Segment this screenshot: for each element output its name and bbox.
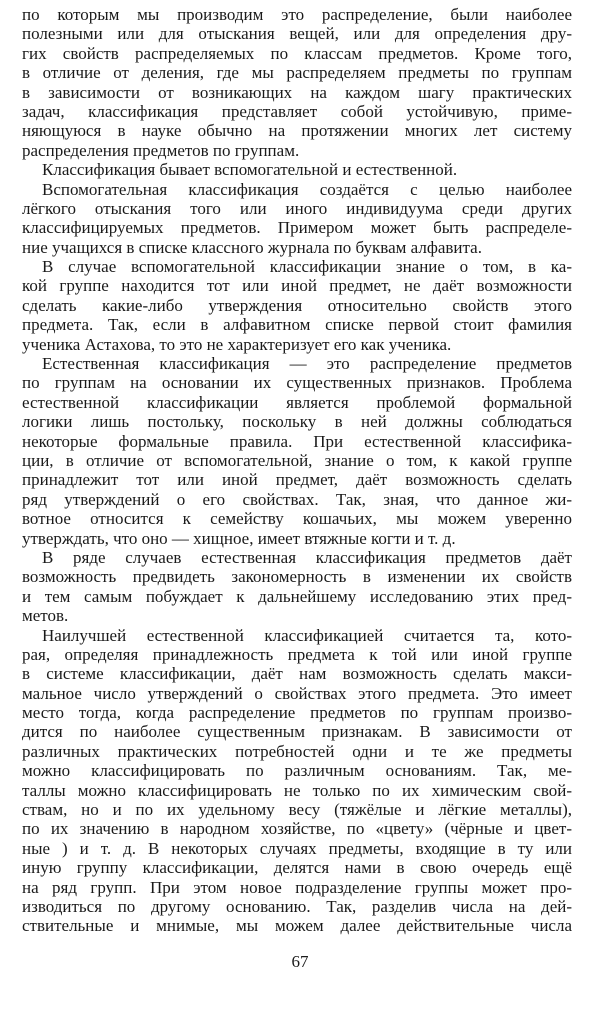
text-line: няющуюся в науке обычно на протяжении многих лет систему [22, 121, 572, 141]
text-line: различных практических потребностей одни и те же предметы [22, 741, 572, 761]
text-line: на ряд групп. При этом новое подразделение группы может про- [22, 877, 572, 897]
text-line: Естественная классификация — это распределение предметов [42, 354, 572, 374]
text-line: предмета. Так, если в алфавитном списке первой стоит фамилия [22, 315, 572, 335]
text-line: по которым мы производим это распределение, были наиболее [22, 5, 572, 24]
text-line: классифицируемых предметов. Примером может быть распределе- [22, 218, 572, 238]
text-line: лёгкого отыскания того или иного индивидуума среди других [22, 198, 572, 218]
text-line: таллы можно классифицировать не только по их химическим свой- [22, 780, 572, 800]
text-line: ряд утверждений о его свойствах. Так, зная, что данное жи- [22, 489, 572, 509]
text-line: рая, определяя принадлежность предмета к той или иной группе [22, 644, 572, 664]
text-line: в системе классификации, даёт нам возможность сделать макси- [22, 664, 572, 684]
text-line: место тогда, когда распределение предметов по группам произво- [22, 703, 572, 723]
text-line: иную группу классификации, делятся нами в свою очередь ещё [22, 858, 572, 878]
text-line: распределения предметов по группам. [22, 140, 300, 160]
text-line: возможность предвидеть закономерность в изменении их свойств [22, 567, 572, 587]
text-line: утверждать, что оно — хищное, имеет втяжные когти и т. д. [22, 528, 456, 548]
text-line: можно классифицировать по различным основаниям. Так, ме- [22, 761, 572, 781]
text-line: ные ) и т. д. В некоторых случаях предметы, входящие в ту или [22, 838, 572, 858]
text-line: гих свойств распределяемых по классам предметов. Кроме того, [22, 43, 572, 63]
text-line: ции, в отличие от вспомогательной, знание о том, к какой группе [22, 450, 572, 470]
text-line: вотное относится к семейству кошачьих, мы можем уверенно [22, 509, 572, 529]
text-line: ученика Астахова, то это не характеризует его как ученика. [22, 334, 452, 354]
text-line: логики лишь постольку, поскольку в ней должны соблюдаться [22, 412, 572, 432]
text-line: ствительные и мнимые, мы можем далее действительные числа [22, 916, 572, 936]
text-line: метов. [22, 606, 69, 626]
text-line: Вспомогательная классификация создаётся с целью наиболее [42, 179, 572, 199]
text-line: и тем самым побуждает к дальнейшему исследованию этих пред- [22, 586, 572, 606]
text-line: В случае вспомогательной классификации знание о том, в ка- [42, 257, 572, 277]
text-line: В ряде случаев естественная классификация предметов даёт [42, 547, 572, 567]
text-line: по группам на основании их существенных признаков. Проблема [22, 373, 572, 393]
text-line: в зависимости от возникающих на каждом шагу практических [22, 82, 572, 102]
text-line: ние учащихся в списке классного журнала по буквам алфавита. [22, 237, 482, 257]
text-line: в отличие от деления, где мы распределяем предметы по группам [22, 63, 572, 83]
text-line: мальное число утверждений о свойствах этого предмета. Это имеет [22, 683, 572, 703]
text-line: Наилучшей естественной классификацией считается та, кото- [42, 625, 572, 645]
text-line: задач, классификация представляет собой устойчивую, приме- [22, 101, 572, 121]
text-line: принадлежит тот или иной предмет, даёт возможность сделать [22, 470, 572, 490]
text-line: Классификация бывает вспомогательной и естественной. [42, 160, 458, 180]
text-line: по их значению в народном хозяйстве, по «цвету» (чёрные и цвет- [22, 819, 572, 839]
text-line: полезными или для отыскания вещей, или для определения дру- [22, 24, 572, 44]
text-line: изводиться по другому основанию. Так, разделив числа на дей- [22, 896, 572, 916]
text-line: ствам, но и по их удельному весу (тяжёлые и лёгкие металлы), [22, 800, 572, 820]
text-line: естественной классификации является проблемой формальной [22, 392, 572, 412]
page-number: 67 [291, 952, 309, 971]
text-line: дится по наиболее существенным признакам. В зависимости от [22, 722, 572, 742]
text-line: кой группе находится тот или иной предмет, не даёт возможности [22, 276, 572, 296]
text-line: некоторые формальные правила. При естественной классифика- [22, 431, 572, 451]
text-line: сделать какие-либо утверждения относительно свойств этого [22, 295, 572, 315]
page-body [22, 5, 572, 936]
